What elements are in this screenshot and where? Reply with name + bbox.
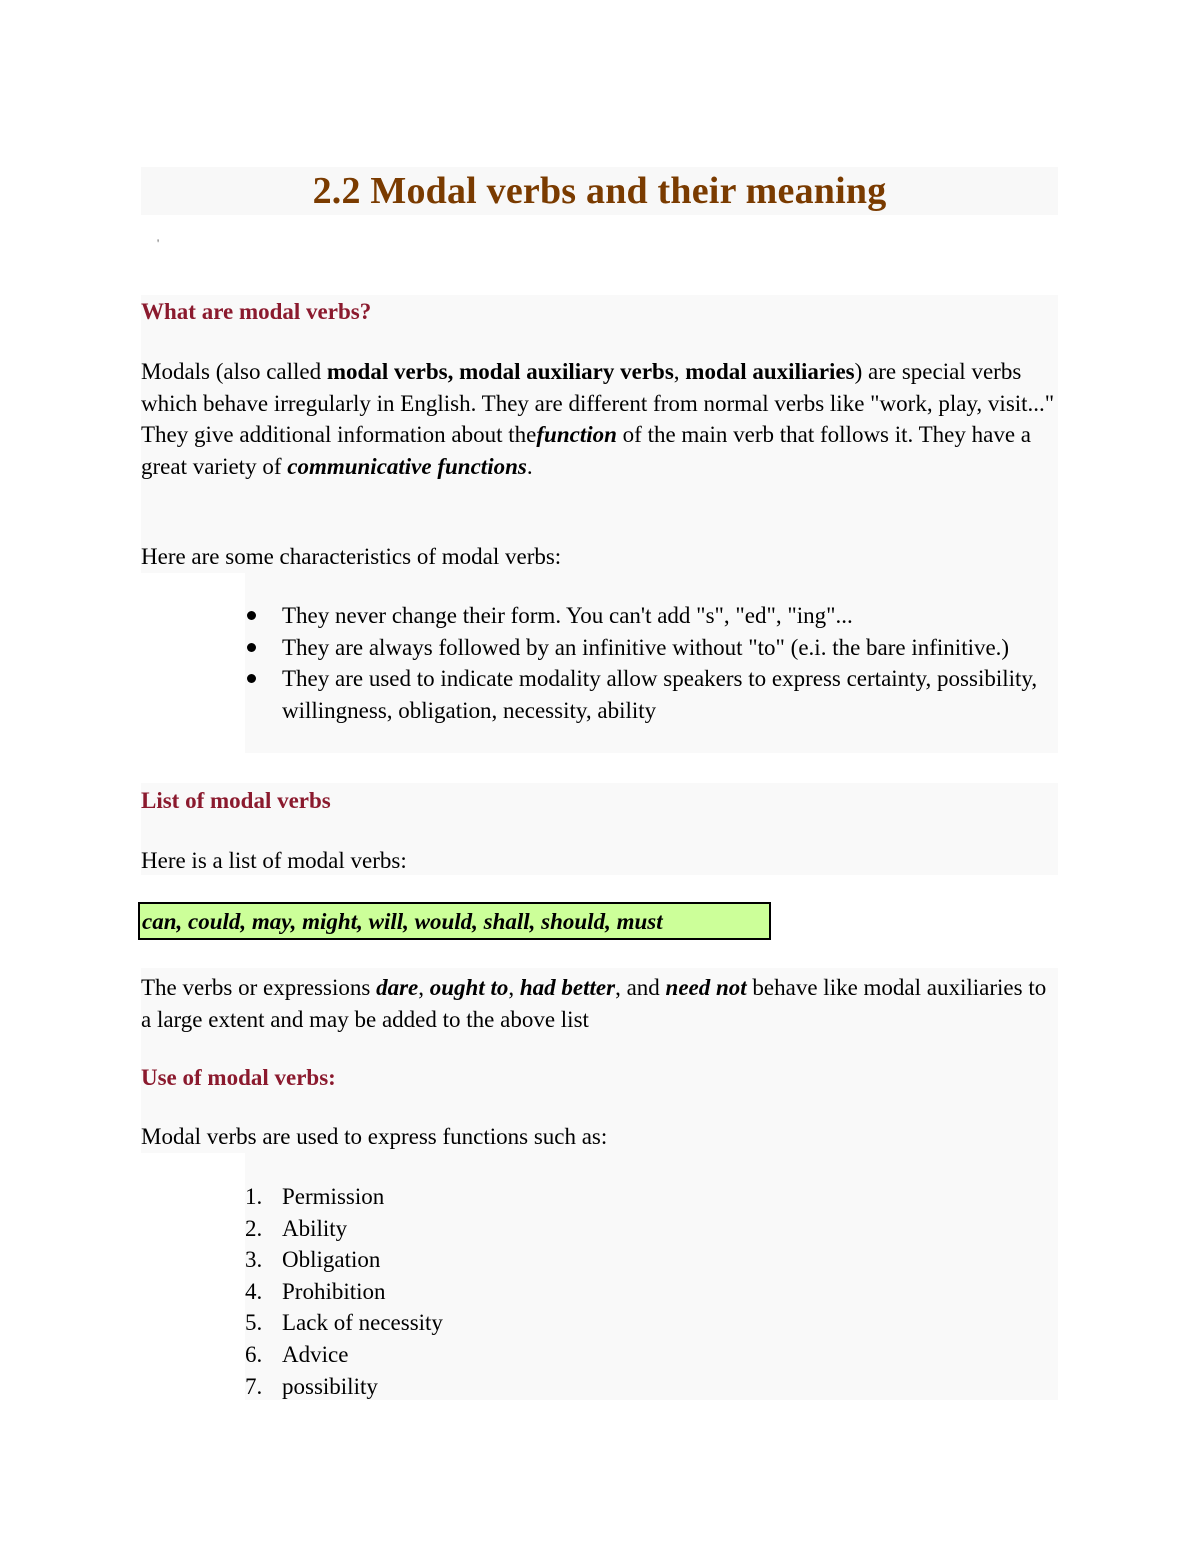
bullet-icon: [247, 611, 256, 620]
text-run: ,: [673, 359, 686, 384]
list-item-text: Prohibition: [282, 1278, 386, 1304]
characteristics-list: [245, 600, 1065, 726]
modal-verbs-highlight-box: [138, 902, 771, 940]
text-run: behave like modal auxiliaries to a large extent and may be added to the above list: [141, 975, 1047, 1032]
list-number: 4.: [245, 1278, 263, 1304]
modals-definition-paragraph: [141, 356, 1061, 482]
bold-italic-term: ought to: [429, 975, 509, 1000]
list-item: [245, 1339, 1065, 1371]
text-run: , and: [615, 975, 666, 1000]
tick-mark: ': [157, 236, 160, 250]
list-number: 2.: [245, 1215, 263, 1241]
text-run: ,: [508, 975, 520, 1000]
bold-italic-term: communicative functions: [287, 453, 527, 479]
bold-italic-term: function: [536, 422, 617, 448]
list-item: [245, 1371, 1065, 1403]
section-heading-list-of-modal-verbs: List of modal verbs: [141, 788, 331, 813]
list-item: [245, 1181, 1065, 1213]
modal-list-intro: Here is a list of modal verbs:: [141, 848, 407, 873]
bold-italic-term: had better: [519, 975, 616, 1000]
bold-term: modal auxiliaries: [685, 359, 855, 384]
title-band: [141, 167, 1058, 215]
list-item-text: Advice: [282, 1341, 349, 1367]
characteristics-intro: Here are some characteristics of modal verbs:: [141, 544, 562, 569]
bullet-icon: [247, 674, 256, 683]
list-item: [245, 1244, 1065, 1276]
bullet-icon: [247, 643, 256, 652]
list-item: [245, 1307, 1065, 1339]
list-item-text: Obligation: [282, 1247, 381, 1273]
list-number: 5.: [245, 1310, 263, 1336]
list-number: 6.: [245, 1341, 263, 1367]
list-number: 3.: [245, 1247, 263, 1273]
list-item: [245, 600, 1065, 632]
modal-verbs-list: can, could, may, might, will, would, shall, should, must: [142, 909, 663, 934]
expressions-paragraph: [141, 972, 1061, 1035]
text-run: .: [526, 453, 533, 479]
list-item-text: possibility: [282, 1373, 378, 1399]
section-heading-use-of-modal-verbs: Use of modal verbs:: [141, 1065, 336, 1090]
list-item-text: Lack of necessity: [282, 1310, 443, 1336]
bold-italic-term: need not: [665, 975, 747, 1000]
bold-term: modal verbs, modal auxiliary verbs: [326, 359, 674, 384]
functions-list: [245, 1181, 1065, 1402]
text-run: ) are special verbs which behave irregularly in English. They are different from normal verbs like "work, play, visit..." They give additional information about the: [141, 359, 1055, 448]
page-title: 2.2 Modal verbs and their meaning: [312, 170, 887, 212]
text-run: of the main verb that follows it. They have a great variety of: [141, 422, 1032, 479]
bold-italic-term: dare: [376, 975, 419, 1000]
list-item-text: They never change their form. You can't add "s", "ed", "ing"...: [282, 603, 853, 628]
list-number: 7.: [245, 1373, 263, 1399]
list-item-text: They are always followed by an infinitive without "to" (e.i. the bare infinitive.): [282, 634, 1010, 660]
list-item: [245, 1276, 1065, 1308]
list-item: [245, 663, 1065, 726]
list-item: [245, 1213, 1065, 1245]
text-run: ,: [418, 975, 430, 1000]
section-heading-what-are-modal-verbs: What are modal verbs?: [141, 299, 372, 324]
functions-intro: Modal verbs are used to express functions such as:: [141, 1124, 608, 1149]
text-run: The verbs or expressions: [141, 975, 377, 1000]
list-number: 1.: [245, 1184, 263, 1209]
list-item-text: They are used to indicate modality allow speakers to express certainty, possibility, willingness, obligation, necessity, ability: [282, 666, 1038, 723]
list-item-text: Permission: [282, 1184, 385, 1209]
list-item-text: Ability: [282, 1215, 348, 1241]
list-item: [245, 632, 1065, 664]
text-run: Modals (also called: [141, 359, 327, 384]
